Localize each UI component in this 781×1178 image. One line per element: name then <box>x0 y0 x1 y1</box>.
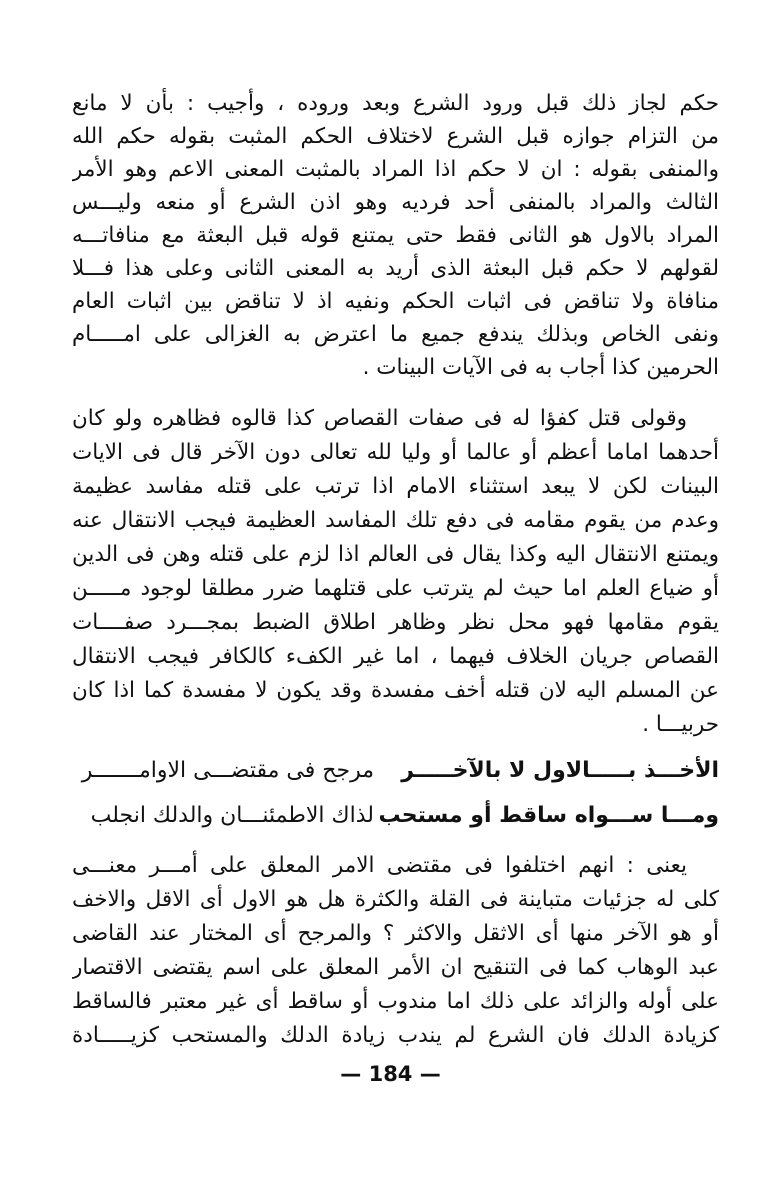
verse-line-1 <box>72 755 719 786</box>
text-line: يقوم مقامها فهو محل نظر وظاهر اطلاق الضبط بمجـــرد صفــــات <box>72 610 719 635</box>
text-line: الثالث والمراد بالمنفى أحد فرديه وهو اذن الشرع أو منعه وليـــس <box>72 190 719 215</box>
text-line: منافاة ولا تناقض فى اثبات الحكم ونفيه اذ لا تناقض بين اثبات العام <box>72 289 719 314</box>
text-line: على أوله والزائد على ذلك اما مندوب أو ساقط أى غير معتبر فالساقط <box>72 989 719 1014</box>
verse-hemistich-left: مرجح فى مقتضـــى الاوامـــــــر <box>81 758 374 783</box>
text-line: حربيـــا . <box>642 712 719 737</box>
text-line: وقولى قتل كفؤا له فى صفات القصاص كذا قالوه فظاهره ولو كان <box>72 406 687 431</box>
text-line: والمنفى بقوله : ان لا حكم اذا المراد بالمثبت المعنى الاعم وهو الأمر <box>72 157 719 182</box>
text-line: ويمتنع الانتقال اليه وكذا يقال فى العالم اذا لزم على قتله وهن فى الدين <box>72 542 719 567</box>
text-line: عن المسلم اليه لان قتله أخف مفسدة وقد يكون لا مفسدة كما اذا كان <box>72 678 719 703</box>
page-number: — 184 — <box>340 1062 441 1086</box>
text-line: البينات لكن لا يبعد استثناء الامام اذا ترتب على قتله مفاسد عظيمة <box>72 474 719 499</box>
paragraph-3 <box>72 850 719 1051</box>
text-line: حكم لجاز ذلك قبل ورود الشرع وبعد وروده ، وأجيب : بأن لا مانع <box>72 91 719 116</box>
verse-hemistich-right: ومـــا ســـواه ساقط أو مستحب <box>378 803 719 828</box>
text-line: يعنى : انهم اختلفوا فى مقتضى الامر المعلق على أمـــر معنـــى <box>72 853 687 878</box>
text-line: كلى له جزئيات متباينة فى القلة والكثرة هل هو الاول أى الاقل والاخف <box>72 887 719 912</box>
paragraph-1 <box>72 88 719 383</box>
verse-hemistich-left: لذاك الاطمئنـــان والدلك انجلب <box>90 803 374 828</box>
text-line: من التزام جوازه قبل الشرع لاختلاف الحكم المثبت بقوله حكم الله <box>72 124 719 149</box>
verse-line-2 <box>72 800 719 831</box>
text-line: القصاص جريان الخلاف فيهما ، اما غير الكفء كالكافر فيجب الانتقال <box>72 644 719 669</box>
text-line: ونفى الخاص وبذلك يندفع جميع ما اعترض به الغزالى على امـــــام <box>72 322 719 347</box>
text-line: أو ضياع العلم اما حيث لم يترتب على قتلهما ضرر مطلقا لوجود مـــــن <box>72 576 719 601</box>
paragraph-2 <box>72 403 719 740</box>
text-line: لقولهم لا حكم قبل البعثة الذى أريد به المعنى الثانى وعلى هذا فـــلا <box>72 256 719 281</box>
verse-hemistich-right: الأخـــذ بـــــالاول لا بالآخـــــر <box>401 758 719 783</box>
text-line: عبد الوهاب كما فى التنقيح ان الأمر المعلق على اسم يقتضى الاقتصار <box>72 955 719 980</box>
text-line: الحرمين كذا أجاب به فى الآيات البينات . <box>362 355 719 380</box>
text-line: أحدهما اماما أعظم أو عالما أو وليا لله تعالى دون الآخر قال فى الايات <box>72 440 719 465</box>
text-line: كزيادة الدلك فان الشرع لم يندب زيادة الدلك والمستحب كزيـــــادة <box>72 1023 719 1048</box>
text-line: المراد بالاول هو الثانى فقط حتى يمتنع قوله قبل البعثة مع منافاتـــه <box>72 223 719 248</box>
text-line: وعدم من يقوم مقامه فى دفع تلك المفاسد العظيمة فيجب الانتقال عنه <box>72 508 719 533</box>
text-line: أو هو الآخر منها أى الاثقل والاكثر ؟ والمرجح أى المختار عند القاضى <box>72 921 719 946</box>
